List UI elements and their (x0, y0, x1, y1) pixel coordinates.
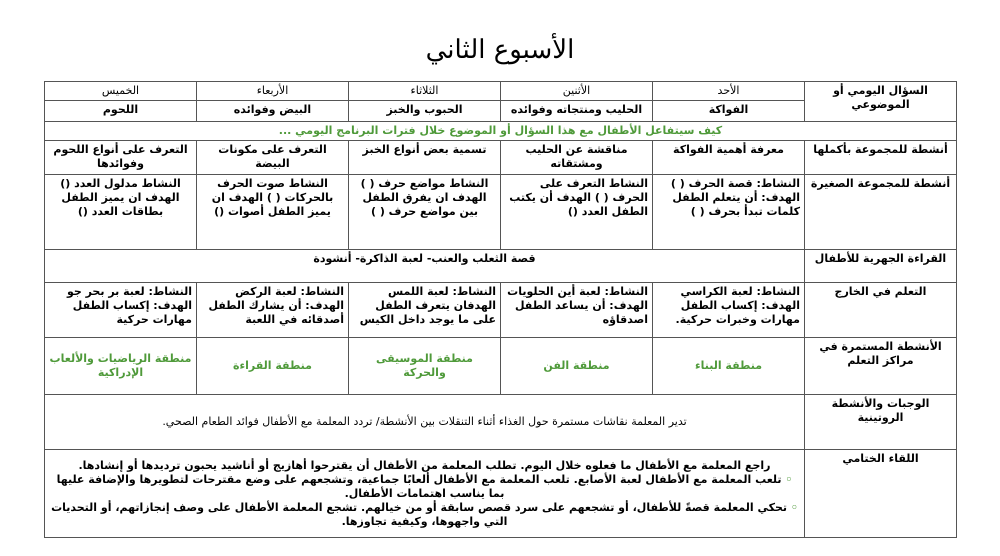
small-group-wednesday: النشاط صوت الحرف بالحركات ( ) الهدف ان يميز الطفل أصوات () (197, 175, 349, 250)
centers-row (45, 338, 957, 395)
closing-text (45, 450, 805, 538)
group-activities-row (45, 141, 957, 175)
routine-text: تدير المعلمة نقاشات مستمرة حول الغذاء أثناء التنقلات بين الأنشطة/ تردد المعلمة مع الأطفال فوائد الطعام الصحي. (45, 395, 805, 450)
closing-line-3-text: تحكي المعلمة قصةً للأطفال، أو تشجعهم على سرد قصص سابقة أو من خيالهم. تشجع المعلمة الأطفال على وصف إنجازاتهم، أو التحديات التي واجهوها، وكيفية تجاوزها. (51, 500, 788, 528)
small-group-tuesday: النشاط مواضع حرف ( ) الهدف ان يفرق الطفل بين مواضع حرف ( ) (349, 175, 501, 250)
group-activity-monday: مناقشة عن الحليب ومشتقاته (501, 141, 653, 175)
day-sunday: الأحد (653, 82, 805, 101)
center-reading: منطقة القراءة (197, 338, 349, 395)
small-group-monday: النشاط التعرف على الحرف ( ) الهدف أن يكتب الطفل العدد () (501, 175, 653, 250)
day-tuesday: الثلاثاء (349, 82, 501, 101)
interaction-note: كيف سيتفاعل الأطفال مع هذا السؤال أو الموضوع خلال فترات البرنامج اليومي ... (45, 122, 957, 141)
outside-sunday: النشاط: لعبة الكراسي الهدف: إكساب الطفل مهارات وخبرات حركية. (653, 283, 805, 338)
small-group-sunday: النشاط: قصة الحرف ( ) الهدف: أن يتعلم الطفل كلمات تبدأ بحرف ( ) (653, 175, 805, 250)
day-monday: الأثنين (501, 82, 653, 101)
row-header-outside: التعلم في الخارج (805, 283, 957, 338)
row-header-closing: اللقاء الختامي (805, 450, 957, 538)
closing-line-2-text: تلعب المعلمة مع الأطفال لعبة الأصابع. تلعب المعلمة مع الأطفال ألعابًا جماعية، وتشجعهم على وضع مقترحات لتطويرها والإضافة عليها بما يناسب اهتمامات الأطفال. (56, 472, 782, 500)
small-group-thursday: النشاط مدلول العدد () الهدف ان يميز الطفل بطاقات العدد () (45, 175, 197, 250)
group-activity-sunday: معرفة أهمية الفواكة (653, 141, 805, 175)
row-header-routine: الوجبات والأنشطة الروتينية (805, 395, 957, 450)
outside-monday: النشاط: لعبة أين الحلويات الهدف: أن يساعد الطفل اصدقاؤه (501, 283, 653, 338)
row-header-daily: السؤال اليومي أو الموضوعي (805, 82, 957, 122)
closing-row (45, 450, 957, 538)
day-wednesday: الأربعاء (197, 82, 349, 101)
bullet-icon: ◦ (781, 472, 793, 486)
closing-line-3 (49, 501, 800, 529)
reading-row (45, 250, 957, 283)
outside-wednesday: النشاط: لعبة الركض الهدف: أن يشارك الطفل أصدقائه في اللعبة (197, 283, 349, 338)
outside-tuesday: النشاط: لعبة اللمس الهدفان يتعرف الطفل على ما يوجد داخل الكيس (349, 283, 501, 338)
small-group-row (45, 175, 957, 250)
page-title: الأسبوع الثاني (425, 35, 575, 65)
reading-text: قصة الثعلب والعنب- لعبة الذاكرة- أنشودة (45, 250, 805, 283)
day-thursday: الخميس (45, 82, 197, 101)
row-header-small: أنشطة للمجموعة الصغيرة (805, 175, 957, 250)
center-music: منطقة الموسيقى والحركة (349, 338, 501, 395)
group-activity-wednesday: التعرف على مكونات البيضة (197, 141, 349, 175)
bullet-icon: ◦ (787, 500, 798, 514)
topic-wednesday: البيض وفوائده (197, 101, 349, 122)
topic-monday: الحليب ومنتجاته وفوائده (501, 101, 653, 122)
row-header-group: أنشطة للمجموعة بأكملها (805, 141, 957, 175)
topic-sunday: الفواكة (653, 101, 805, 122)
center-art: منطقة الفن (501, 338, 653, 395)
center-math: منطقة الرياضيات والألعاب الإدراكية (45, 338, 197, 395)
outside-thursday: النشاط: لعبة بر بحر جو الهدف: إكساب الطفل مهارات حركية (45, 283, 197, 338)
topic-thursday: اللحوم (45, 101, 197, 122)
topic-tuesday: الحبوب والخبز (349, 101, 501, 122)
day-header-row (45, 82, 957, 101)
row-header-centers: الأنشطة المستمرة في مراكز التعلم (805, 338, 957, 395)
group-activity-tuesday: تسمية بعض أنواع الخبز (349, 141, 501, 175)
closing-line-2 (49, 473, 800, 501)
interaction-note-row (45, 122, 957, 141)
row-header-reading: القراءة الجهرية للأطفال (805, 250, 957, 283)
center-building: منطقة البناء (653, 338, 805, 395)
outside-row (45, 283, 957, 338)
group-activity-thursday: التعرف على أنواع اللحوم وفوائدها (45, 141, 197, 175)
routine-row (45, 395, 957, 450)
weekly-plan-table (44, 81, 957, 538)
closing-line-1: راجع المعلمة مع الأطفال ما فعلوه خلال اليوم. تطلب المعلمة من الأطفال أن يقترحوا أهازيج أو أناشيد يحبون ترديدها أو إنشادها. (78, 458, 771, 472)
